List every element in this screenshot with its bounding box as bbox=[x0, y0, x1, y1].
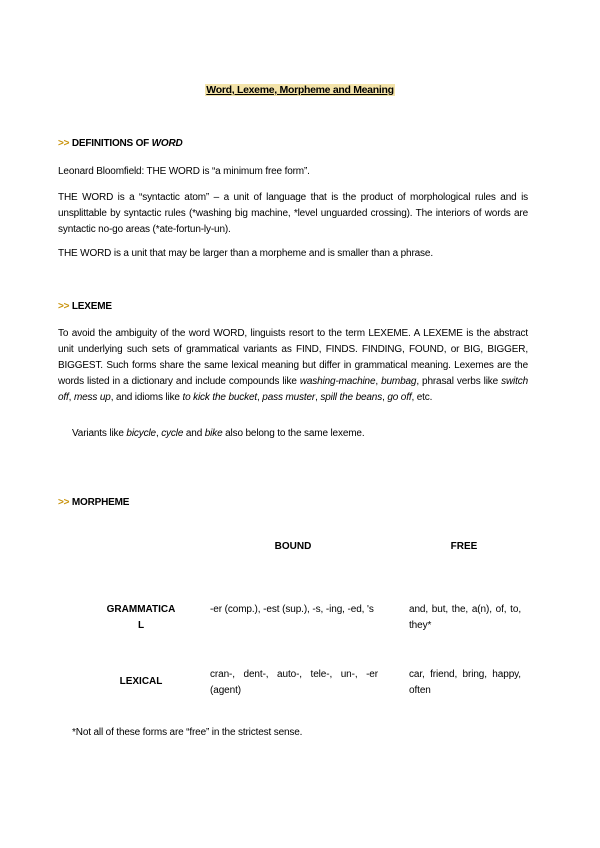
footnote: *Not all of these forms are “free” in the strictest sense. bbox=[72, 727, 303, 738]
row-label-grammatical: GRAMMATICA L bbox=[106, 604, 176, 631]
arrow-marker: >> bbox=[58, 138, 70, 149]
lexeme-heading: >> LEXEME bbox=[58, 301, 112, 312]
arrow-marker: >> bbox=[58, 497, 70, 508]
morpheme-heading: >> MORPHEME bbox=[58, 497, 130, 508]
page-title: Word, Lexeme, Morpheme and Meaning bbox=[206, 84, 394, 96]
cell-grammatical-free: and, but, the, a(n), of, to, they* bbox=[409, 604, 521, 631]
cell-lexical-bound: cran-, dent-, auto-, tele-, un-, -er (agent) bbox=[210, 669, 378, 696]
definitions-paragraph-2: THE WORD is a “syntactic atom” – a unit of language that is the product of morphological rules and is unsplittable by syntactic rules (*washing big machine, *level unguarded crossing). The interiors of words are syntactic no-go areas (*ate-fortun-ly-un). bbox=[58, 192, 528, 235]
column-header-bound: BOUND bbox=[274, 541, 312, 552]
definitions-paragraph-1: Leonard Bloomfield: THE WORD is “a minimum free form”. bbox=[58, 166, 310, 177]
definitions-heading: >> DEFINITIONS OF WORD bbox=[58, 138, 183, 149]
cell-lexical-free: car, friend, bring, happy, often bbox=[409, 669, 521, 696]
row-label-lexical: LEXICAL bbox=[119, 676, 163, 687]
arrow-marker: >> bbox=[58, 301, 70, 312]
cell-grammatical-bound: -er (comp.), -est (sup.), -s, -ing, -ed, 's bbox=[210, 604, 374, 615]
lexeme-paragraph-1: To avoid the ambiguity of the word WORD, linguists resort to the term LEXEME. A LEXEME is the abstract unit underlying such sets of grammatical variants as FIND, FINDS. FINDING, FOUND, or BIG, BIGGER, BIGGEST. Such forms share the same lexical meaning but differ in grammatical meaning. Lexemes are the words listed in a dictionary and include compounds like washing-machine, bumbag, phrasal verbs like switch off, mess up, and idioms like to kick the bucket, pass muster, spill the beans, go off, etc. bbox=[58, 328, 528, 403]
column-header-free: FREE bbox=[450, 541, 478, 552]
lexeme-paragraph-2: Variants like bicycle, cycle and bike also belong to the same lexeme. bbox=[72, 428, 365, 439]
definitions-paragraph-3: THE WORD is a unit that may be larger than a morpheme and is smaller than a phrase. bbox=[58, 248, 433, 259]
